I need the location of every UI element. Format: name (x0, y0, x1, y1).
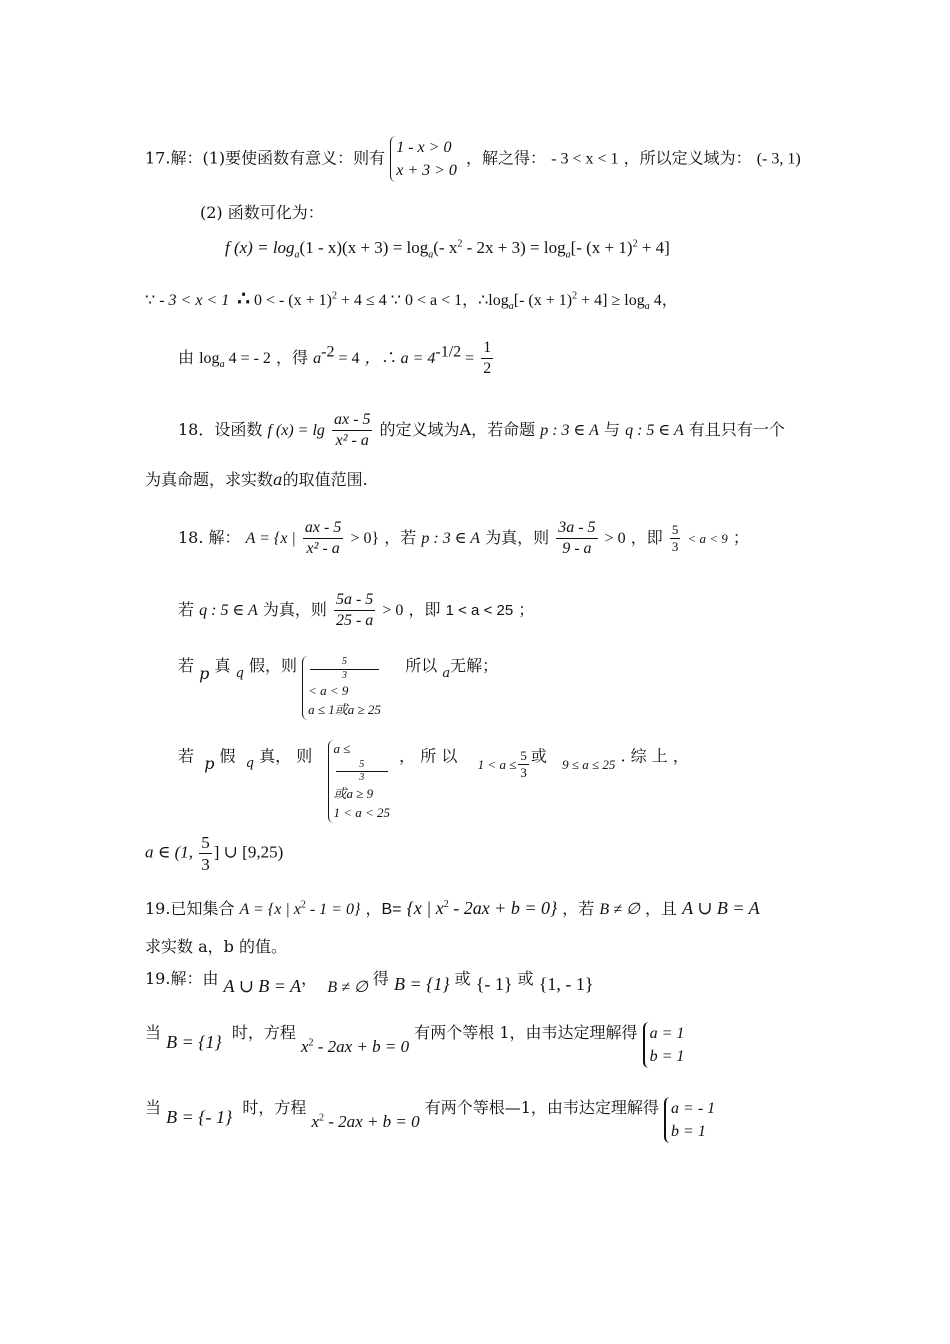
p18s-fin-frac (199, 832, 212, 876)
frac-den: 3 (201, 855, 210, 875)
p18s-c1-frac (310, 656, 379, 682)
p18-solution-line2 (178, 590, 534, 631)
p18s-p: p : 3 ∈ A (421, 530, 481, 547)
p19q-setA: A = {x | x (239, 901, 301, 918)
p18s-c2b: 假 (219, 746, 236, 766)
p19s-r2-row1: a = - 1 (671, 1100, 716, 1117)
p17-rw4: [- (x + 1) (570, 238, 633, 257)
p19s-j: {1, - 1} (538, 974, 594, 994)
p19s-r2d: x (311, 1112, 319, 1131)
p18s-case1-system (302, 656, 385, 720)
p18s-c1b: 真 (214, 656, 231, 675)
p17-rw1: (1 - x)(x + 3) = log (299, 238, 429, 257)
p18q-p: p : 3 ∈ A (540, 422, 599, 439)
p18s-qa: 若 (178, 600, 195, 619)
therefore-symbol: ∴ (237, 288, 250, 310)
p19q-b: ，B= (365, 901, 402, 918)
p17-l5g: ，∴ a = 4 (364, 350, 436, 367)
p18-solution-line1 (178, 518, 749, 559)
p18q-c: 与 (603, 420, 620, 439)
frac-num: ax - 5 (332, 410, 372, 431)
p18s-c1-row2: a ≤ 1或a ≥ 25 (308, 701, 381, 717)
p17-l5c: 4 = - 2 (224, 350, 271, 367)
p17-l5h: = (461, 350, 475, 367)
p17-l4i: 4 (649, 292, 662, 309)
p17-l5e: a (313, 350, 322, 367)
p17-l4f: ，∴log (462, 292, 509, 309)
frac-num: 5a - 5 (334, 590, 375, 611)
p18s-c1-row1: < a < 9 (308, 683, 349, 698)
p17-rw2: (- x (433, 238, 458, 257)
p19s-r2a: 当 (145, 1098, 162, 1117)
p18s-c1f: 无解； (450, 656, 499, 675)
p17-l4e: + 4 ≤ 4 ∵ 0 < a < 1 (336, 292, 463, 309)
p19s-r1b: B = {1} (166, 1032, 222, 1052)
p19s-g: 或 (454, 969, 471, 988)
p17-inequality: - 3 < x < 1 (551, 150, 619, 168)
p19s-h: {- 1} (475, 974, 513, 994)
frac-den: 3 (359, 772, 365, 784)
p19s-r2b: B = {- 1} (166, 1107, 233, 1127)
p18s-fraction2 (556, 518, 597, 559)
p18s-c1q: q (235, 666, 244, 681)
p18s-c1c: 假，则 (248, 656, 297, 675)
p17-l4g: [- (x + 1) (513, 292, 573, 309)
p17-solve-label: ，解之得： (466, 148, 547, 168)
p19q-d: ，且 (644, 899, 677, 918)
frac-num: 5 (518, 748, 529, 765)
p19s-r1c: 时，方程 (231, 1023, 296, 1042)
frac-num: 1 (481, 338, 493, 359)
because-symbol: ∵ (145, 292, 156, 309)
p18s-qb: q : 5 ∈ A (199, 602, 258, 619)
p18s-c2e: 1 < a ≤ (477, 757, 517, 773)
p19q-setB2: - 2ax + b = 0} (448, 898, 558, 918)
p18s-qf: 1 < a < 25 (445, 602, 514, 619)
p19q-a: 19.已知集合 (145, 899, 235, 918)
p18s-e: ； (732, 528, 749, 547)
p19s-e: 得 (372, 969, 389, 988)
frac-den: 3 (341, 669, 347, 681)
p19s-i: 或 (517, 969, 534, 988)
p17-domain-label: ，所以定义域为： (623, 148, 752, 168)
frac-num: 5 (336, 759, 389, 773)
p17-system (390, 136, 461, 182)
p17-intro: 17.解：(1)要使函数有意义：则有 (145, 148, 386, 168)
p17-part2-label: (2) 函数可化为： (200, 203, 324, 222)
p18s-set-b: > 0} (350, 530, 380, 547)
p19-question-line2: 求实数 a，b 的值。 (145, 937, 287, 956)
p18s-c2-row2: 1 < a < 25 (333, 804, 391, 820)
p18s-case2-system (328, 740, 395, 823)
p18-question-line2 (145, 470, 368, 489)
p19s-r2f: 有两个等根—1，由韦达定理解得 (424, 1098, 659, 1117)
p19-case1: 当 B = {1} 时，方程 $x^2 - 2ax + b = 0$ 有两个等根 1，由韦达定理解得 a = 1 b = 1 (145, 1022, 688, 1068)
fraction-one-half (481, 338, 493, 379)
p18q-q: q : 5 ∈ A (625, 422, 684, 439)
p18q-b: 的定义域为A，若命题 (379, 420, 536, 439)
p17-rw3: - 2x + 3) = log (462, 238, 566, 257)
p17-l4j: ， (661, 292, 678, 309)
p18q-e2: a (273, 470, 283, 489)
p17-line4: ∵ - 3 < x < 1 ∴ 0 < - $(x + 1)^2 + 4 \le 4$ ∵ 0 < a < 1，$\therefore\log_a[-$ $(x + 1)^2 + 4] \ge \log_a 4$， (145, 288, 678, 313)
p19s-case1-system (643, 1022, 689, 1068)
p18s-fin-b: ] ∪ [9,25) (213, 842, 284, 862)
p19s-r1-row2: b = 1 (649, 1048, 685, 1066)
p18s-c2-row1a: a ≤ (333, 741, 351, 756)
frac-den: 2 (483, 360, 492, 377)
p17-fx: f (x) = log (225, 238, 295, 257)
p17-range: - 3 < x < 1 (159, 292, 230, 309)
p18q-fraction (332, 410, 372, 451)
p19s-a: 19.解：由 (145, 969, 219, 988)
p19s-case2-system (664, 1097, 719, 1143)
p18-case2 (178, 740, 689, 823)
p18s-f2r: > 0 (604, 530, 626, 547)
p18s-c1d: 所以 (405, 656, 438, 675)
p18s-c2-row1b: 或a ≥ 9 (333, 785, 374, 801)
p18s-fraction4 (334, 590, 375, 631)
frac-den: 3 (671, 539, 679, 554)
p18s-d: ，即 (630, 528, 663, 547)
p18s-c1p: p (199, 664, 210, 683)
p19-question-line1: 19.已知集合 A = {x | $x^2 - 1 = 0$} ，B= {x | $x^2 - 2ax + b = 0$} ，若 B ≠ ∅ ，且 A ∪ B = A (145, 898, 760, 918)
p18s-c2a: 若 (178, 746, 195, 766)
p18s-c1a: 若 (178, 656, 195, 675)
p18s-c2-frac (336, 759, 389, 785)
p18q-e: 为真命题，求实数 (145, 470, 274, 489)
p19s-r2-row2: b = 1 (671, 1123, 706, 1141)
p18-final-answer (145, 832, 283, 876)
p19s-r2e: - 2ax + b = 0 (323, 1112, 420, 1131)
p17-l5b: log (199, 350, 220, 367)
p19s-r1a: 当 (145, 1023, 162, 1042)
p19s-c: ， (301, 969, 318, 988)
p18q-fx: f (x) = lg (267, 422, 325, 439)
p18s-b: ，若 (384, 528, 417, 547)
p18q-a: 18．设函数 (178, 420, 263, 439)
p18s-set-a: A = {x | (245, 530, 296, 547)
p17-l5d: ，得 (276, 348, 309, 367)
p17-rw5: + 4] (637, 238, 670, 257)
p18s-qc: 为真，则 (262, 600, 327, 619)
frac-num: 3a - 5 (556, 518, 597, 539)
p17-line5: 由 $\log_a 4$ = - 2 ，得 $a^{-2} = 4$ ，∴ $a = 4^{-1/2}$ = $\frac{1}{2}$ (178, 339, 492, 377)
p19s-f: B = {1} (394, 974, 450, 994)
p19s-b: A ∪ B = A (223, 976, 302, 996)
p17-l5a: 由 (178, 348, 195, 367)
p17-function-rewrite: f $(x) = \log_a(1 - x)(x + 3) = \log_a(-$ $x^2 - 2x + 3) = \log_a[-$ $(x + 1)^2 + 4$] (225, 238, 670, 261)
p19-solution-line1 (145, 968, 594, 996)
p19q-cond: B ≠ ∅ (599, 901, 640, 918)
frac-den: 9 - a (562, 540, 592, 557)
p17-l4d: 0 < - (x + 1) (253, 292, 332, 309)
p18q-d: 有且只有一个 (688, 420, 785, 439)
frac-num: 5 (670, 522, 681, 539)
frac-den: 25 - a (335, 612, 374, 629)
p18s-c2q: q (245, 756, 255, 772)
p19s-r1f: 有两个等根 1，由韦达定理解得 (414, 1023, 638, 1042)
p18s-c2g: 9 ≤ a ≤ 25 (562, 757, 616, 773)
p18s-c: 为真，则 (485, 528, 550, 547)
p19s-d: B ≠ ∅ (327, 979, 368, 996)
p19q-union: A ∪ B = A (682, 898, 760, 918)
p19q-c: ，若 (562, 899, 595, 918)
p18q-e3: 的取值范围. (282, 470, 368, 489)
frac-den: 3 (520, 765, 527, 781)
p18s-c2h: . 综 上 ， (620, 746, 689, 766)
frac-num: ax - 5 (303, 518, 343, 539)
p18s-qg: ； (518, 600, 535, 619)
p19s-r1e: - 2ax + b = 0 (313, 1037, 410, 1056)
p19s-r1d: x (300, 1037, 309, 1056)
p17-l5f: = 4 (334, 350, 360, 367)
p19-case2: 当 B = {- 1} 时，方程 $x^2 - 2ax + b = 0$ 有两个等根—1，由韦达定理解得 a = - 1 b = 1 (145, 1097, 719, 1143)
p18s-fin-a: a ∈ (1, (145, 842, 193, 862)
p18s-qr: > 0 (382, 602, 404, 619)
frac-den: x² - a (335, 432, 369, 449)
p17-l4h: + 4] ≥ log (577, 292, 645, 309)
p18s-a: 18. 解： (178, 528, 241, 547)
p18s-c2-frac2 (518, 748, 529, 782)
p17-system-row1: 1 - x > 0 (396, 139, 452, 156)
p18s-f3r: < a < 9 (687, 531, 728, 546)
p18s-c2d: ， 所 以 (399, 746, 458, 766)
p18-case1 (178, 656, 498, 720)
p19q-setA2: - 1 = 0} (305, 901, 361, 918)
p18s-c2f: 或 (530, 746, 547, 766)
p18s-c2c: 真， 则 (259, 746, 313, 766)
p17-line1 (145, 136, 801, 182)
p18s-fraction3 (670, 522, 681, 556)
frac-den: x² - a (306, 540, 340, 557)
p19s-r1-row1: a = 1 (649, 1025, 685, 1042)
p18s-c1e: a (442, 666, 451, 681)
frac-num: 5 (310, 656, 379, 670)
frac-num: 5 (199, 832, 212, 854)
p18-question-line1 (178, 410, 785, 451)
p18s-fraction1 (303, 518, 343, 559)
p18s-c2p: p (204, 754, 215, 774)
p17-domain: (- 3, 1) (756, 150, 801, 168)
p19q-setB: {x | x (406, 898, 444, 918)
p19s-r2c: 时，方程 (242, 1098, 307, 1117)
p17-system-row2: x + 3 > 0 (396, 162, 457, 180)
p18s-qe: ，即 (408, 600, 441, 619)
